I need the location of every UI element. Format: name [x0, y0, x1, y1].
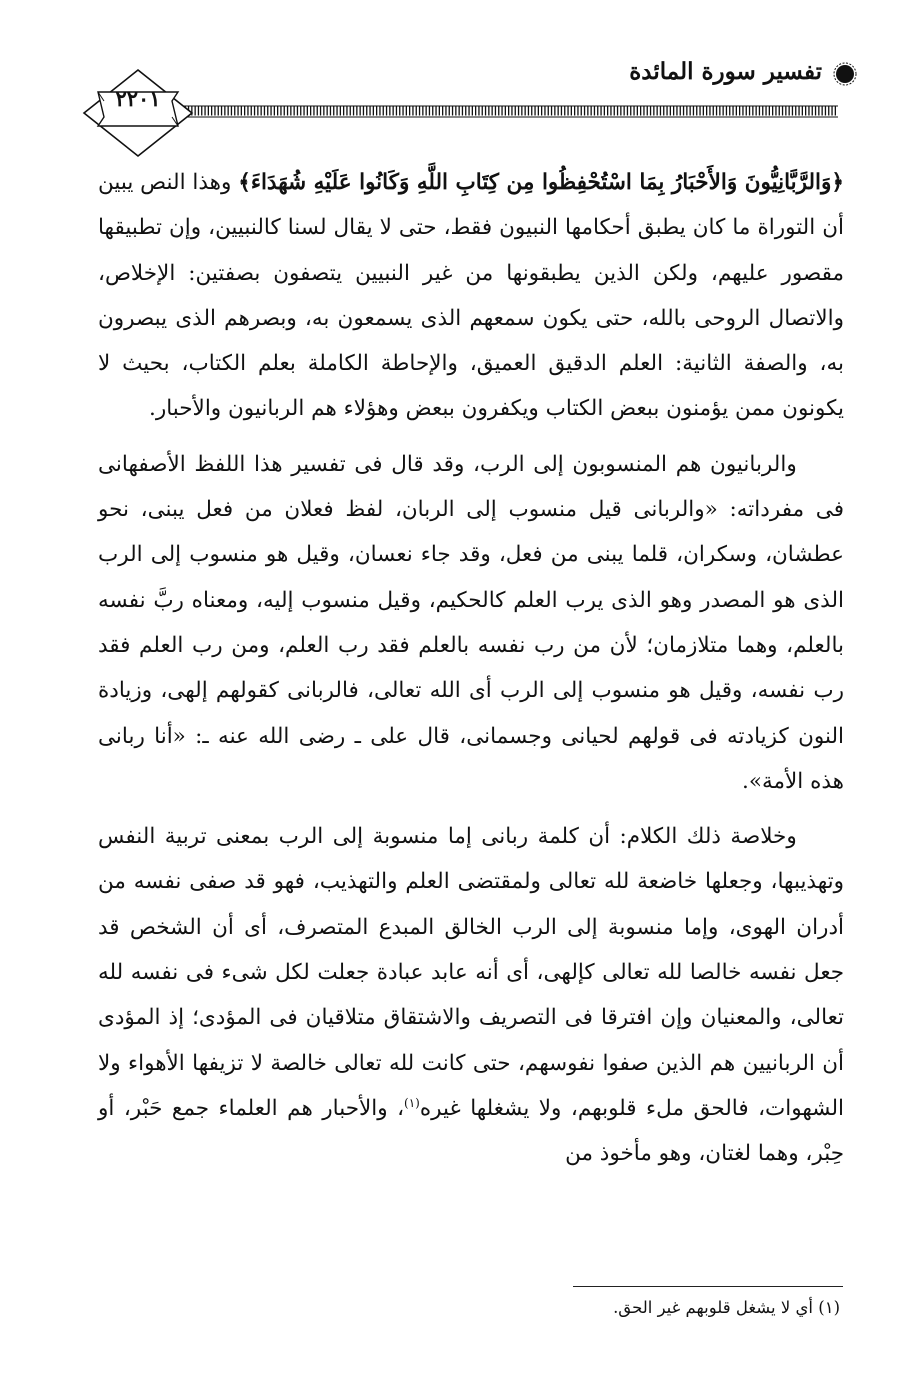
page-body [98, 160, 844, 1177]
footnote-divider [573, 1286, 843, 1287]
footnote-reference[interactable]: (١) [404, 1095, 420, 1110]
quran-verse: ﴿وَالرَّبَّانِيُّونَ وَالأَحْبَارُ بِمَا اسْتُحْفِظُوا مِن كِتَابِ اللَّهِ وَكَانُوا عَلَيْهِ شُهَدَاءَ﴾ [238, 170, 844, 195]
paragraph-1-text: وهذا النص يبين أن التوراة ما كان يطبق أحكامها النبيون فقط، حتى لا يقال لسنا كالنبيين، وإن تطبيقها مقصور عليهم، ولكن الذين يطبقونها من غير النبيين يتصفون بصفتين: الإخلاص، والاتصال الروحى بالله، حتى يكون سمعهم الذى يسمعون به، وبصرهم الذى يبصرون به، والصفة الثانية: العلم الدقيق العميق، والإحاطة الكاملة بعلم الكتاب، بحيث لا يكونون ممن يؤمنون ببعض الكتاب ويكفرون ببعض وهؤلاء هم الربانيون والأحبار. [98, 170, 844, 422]
paragraph-3-text-end: ، والأحبار هم العلماء جمع حَبْر، أو حِبْر، وهما لغتان، وهو مأخوذ من [98, 1095, 844, 1167]
paragraph-2: والربانيون هم المنسوبون إلى الرب، وقد قال فى تفسير هذا اللفظ الأصفهانى فى مفرداته: «والربانى قيل منسوب إلى الربان، لفظ فعلان من فعل يبنى، نحو عطشان، وسكران، قلما يبنى من فعل، وقد جاء نعسان، وقيل هو منسوب إلى الرب الذى هو المصدر وهو الذى يرب العلم كالحكيم، وقيل منسوب إليه، ومعناه ربَّ نفسه بالعلم، وهما متلازمان؛ لأن من رب نفسه بالعلم فقد رب العلم، ومن رب العلم فقد رب نفسه، وقيل هو منسوب إلى الرب أى الله تعالى، فالربانى كقولهم إلهى، وزيادة النون كزيادته فى قولهم لحيانى وجسمانى، قال على ـ رضى الله عنه ـ: «أنا ربانى هذه الأمة». [98, 451, 844, 794]
paragraph-3-text: وخلاصة ذلك الكلام: أن كلمة ربانى إما منسوبة إلى الرب بمعنى تربية النفس وتهذيبها، وجعلها خاضعة لله تعالى ولمقتضى العلم والتهذيب، فهو قد صفى نفسه من أدران الهوى، وإما منسوبة إلى الرب الخالق المبدع المتصرف، أى أن الشخص قد جعل نفسه خالصا لله تعالى كإلهى، أى أنه عابد عبادة جعلت لكل شىء فى نفسه لله تعالى، والمعنيان وإن افترقا فى التصريف والاشتقاق متلاقيان فى المؤدى؛ إذ المؤدى أن الربانيين هم الذين صفوا نفوسهم، حتى كانت لله تعالى خالصة لا تزيفها الأهواء ولا الشهوات، فالحق ملء قلوبهم، ولا يشغلها غيره [98, 824, 844, 1121]
paragraph-3 [98, 814, 844, 1176]
page-header [0, 0, 920, 160]
running-title: تفسير سورة المائدة [629, 58, 822, 85]
footnote: (١) أي لا يشغل قلوبهم غير الحق. [613, 1298, 840, 1317]
page-number: ٢٢٠١ [115, 86, 161, 111]
paragraph-1 [98, 160, 844, 432]
header-bullet-icon [833, 62, 857, 86]
